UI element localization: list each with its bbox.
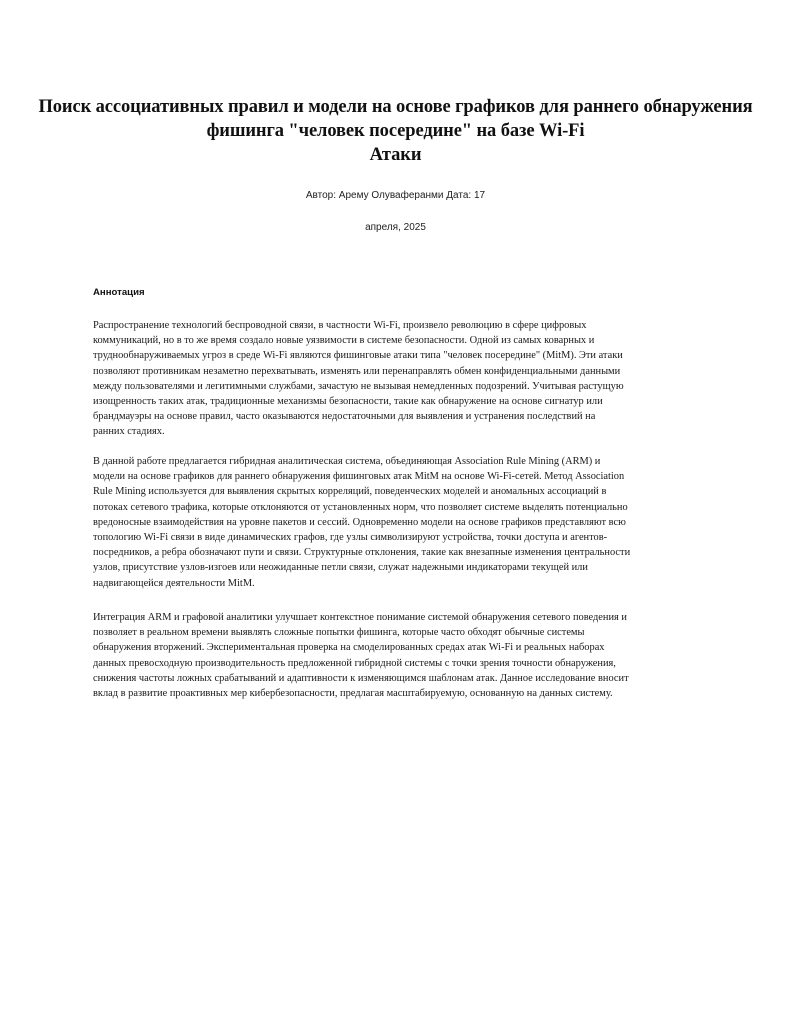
text-line: вклад в развитие проактивных мер кибербезопасности, предлагая масштабируемую, основанную на данных систему. [93, 688, 613, 700]
date-line: апреля, 2025 [365, 222, 426, 233]
text-line: модели на основе графиков для раннего обнаружения фишинговых атак MitM на основе Wi-Fi-сетей. Метод Association [93, 471, 625, 483]
author-line: Автор: Арему Олуваферанми Дата: 17 [305, 190, 486, 201]
abstract-paragraph-3 [93, 610, 703, 701]
text-line: коммуникаций, но в то же время создало новые уязвимости в системе безопасности. Одной из самых коварных и [93, 335, 595, 347]
text-line: обнаружения вторжений. Экспериментальная проверка на смоделированных средах атак Wi-Fi и реальных наборах [93, 642, 605, 654]
title-line: фишинга "человек посередине" на базе Wi-Fi [206, 121, 585, 141]
text-line: данных превосходную производительность предложенной гибридной системы с точки зрения точности обнаружения, [93, 657, 616, 669]
text-line: Rule Mining используется для выявления скрытых корреляций, поведенческих моделей и аномальных ассоциаций в [93, 486, 607, 498]
text-line: Интеграция ARM и графовой аналитики улучшает контекстное понимание системой обнаружения сетевого поведения и [93, 612, 627, 623]
abstract-paragraph-2 [93, 454, 703, 591]
text-line: снижения частоты ложных срабатываний и адаптивности к изменяющимся шаблонам атак. Данное исследование вносит [93, 672, 629, 684]
text-line: труднообнаруживаемых угроз в среде Wi-Fi являются фишинговые атаки типа "человек посередине" (MitM). Эти атаки [93, 350, 623, 362]
text-line: позволяет в реальном времени выявлять сложные попытки фишинга, которые часто обходят обычные системы [93, 627, 585, 639]
text-line: потоках сетевого трафика, которые отклоняются от установленных норм, что позволяет системе выделять потенциально [93, 501, 628, 513]
title-line: Поиск ассоциативных правил и модели на основе графиков для раннего обнаружения [38, 97, 753, 117]
text-line: ранних стадиях. [93, 426, 165, 438]
text-line: позволяют противникам незаметно перехватывать, изменять или перенаправлять обмен конфиденциальными данными [93, 365, 621, 377]
text-line: между пользователями и легитимными службами, зачастую не вызывая немедленных подозрений. Учитывая растущую [93, 380, 624, 392]
abstract-paragraph-1 [93, 318, 703, 440]
text-line: В данной работе предлагается гибридная аналитическая система, объединяющая Association Rule Mining (ARM) и [93, 456, 601, 467]
text-line: посредников, а ребра обозначают пути и связи. Структурные отклонения, такие как внезапные изменения центральности [93, 547, 631, 559]
text-line: топологию Wi-Fi связи в виде динамических графов, где узлы символизируют устройства, точки доступа и агентов- [93, 532, 608, 544]
text-line: брандмауэры на основе правил, часто оказываются недостаточными для выявления и устранения последствий на [93, 411, 596, 423]
text-line: вредоносные взаимодействия на уровне пакетов и сессий. Одновременно модели на основе графиков представляют всю [93, 516, 626, 528]
title-line: Атаки [369, 145, 422, 165]
text-line: узлов, присутствие узлов-изгоев или неожиданные петли связи, служат надежными индикаторами текущей или [93, 562, 588, 574]
text-line: изощренность таких атак, традиционные механизмы безопасности, такие как обнаружение на основе сигнатур или [93, 396, 603, 408]
text-line: надвигающейся деятельности MitM. [93, 577, 255, 589]
abstract-heading: Аннотация [93, 287, 145, 298]
paper-title [30, 95, 761, 167]
text-line: Распространение технологий беспроводной связи, в частности Wi-Fi, произвело революцию в сфере цифровых [93, 320, 587, 331]
